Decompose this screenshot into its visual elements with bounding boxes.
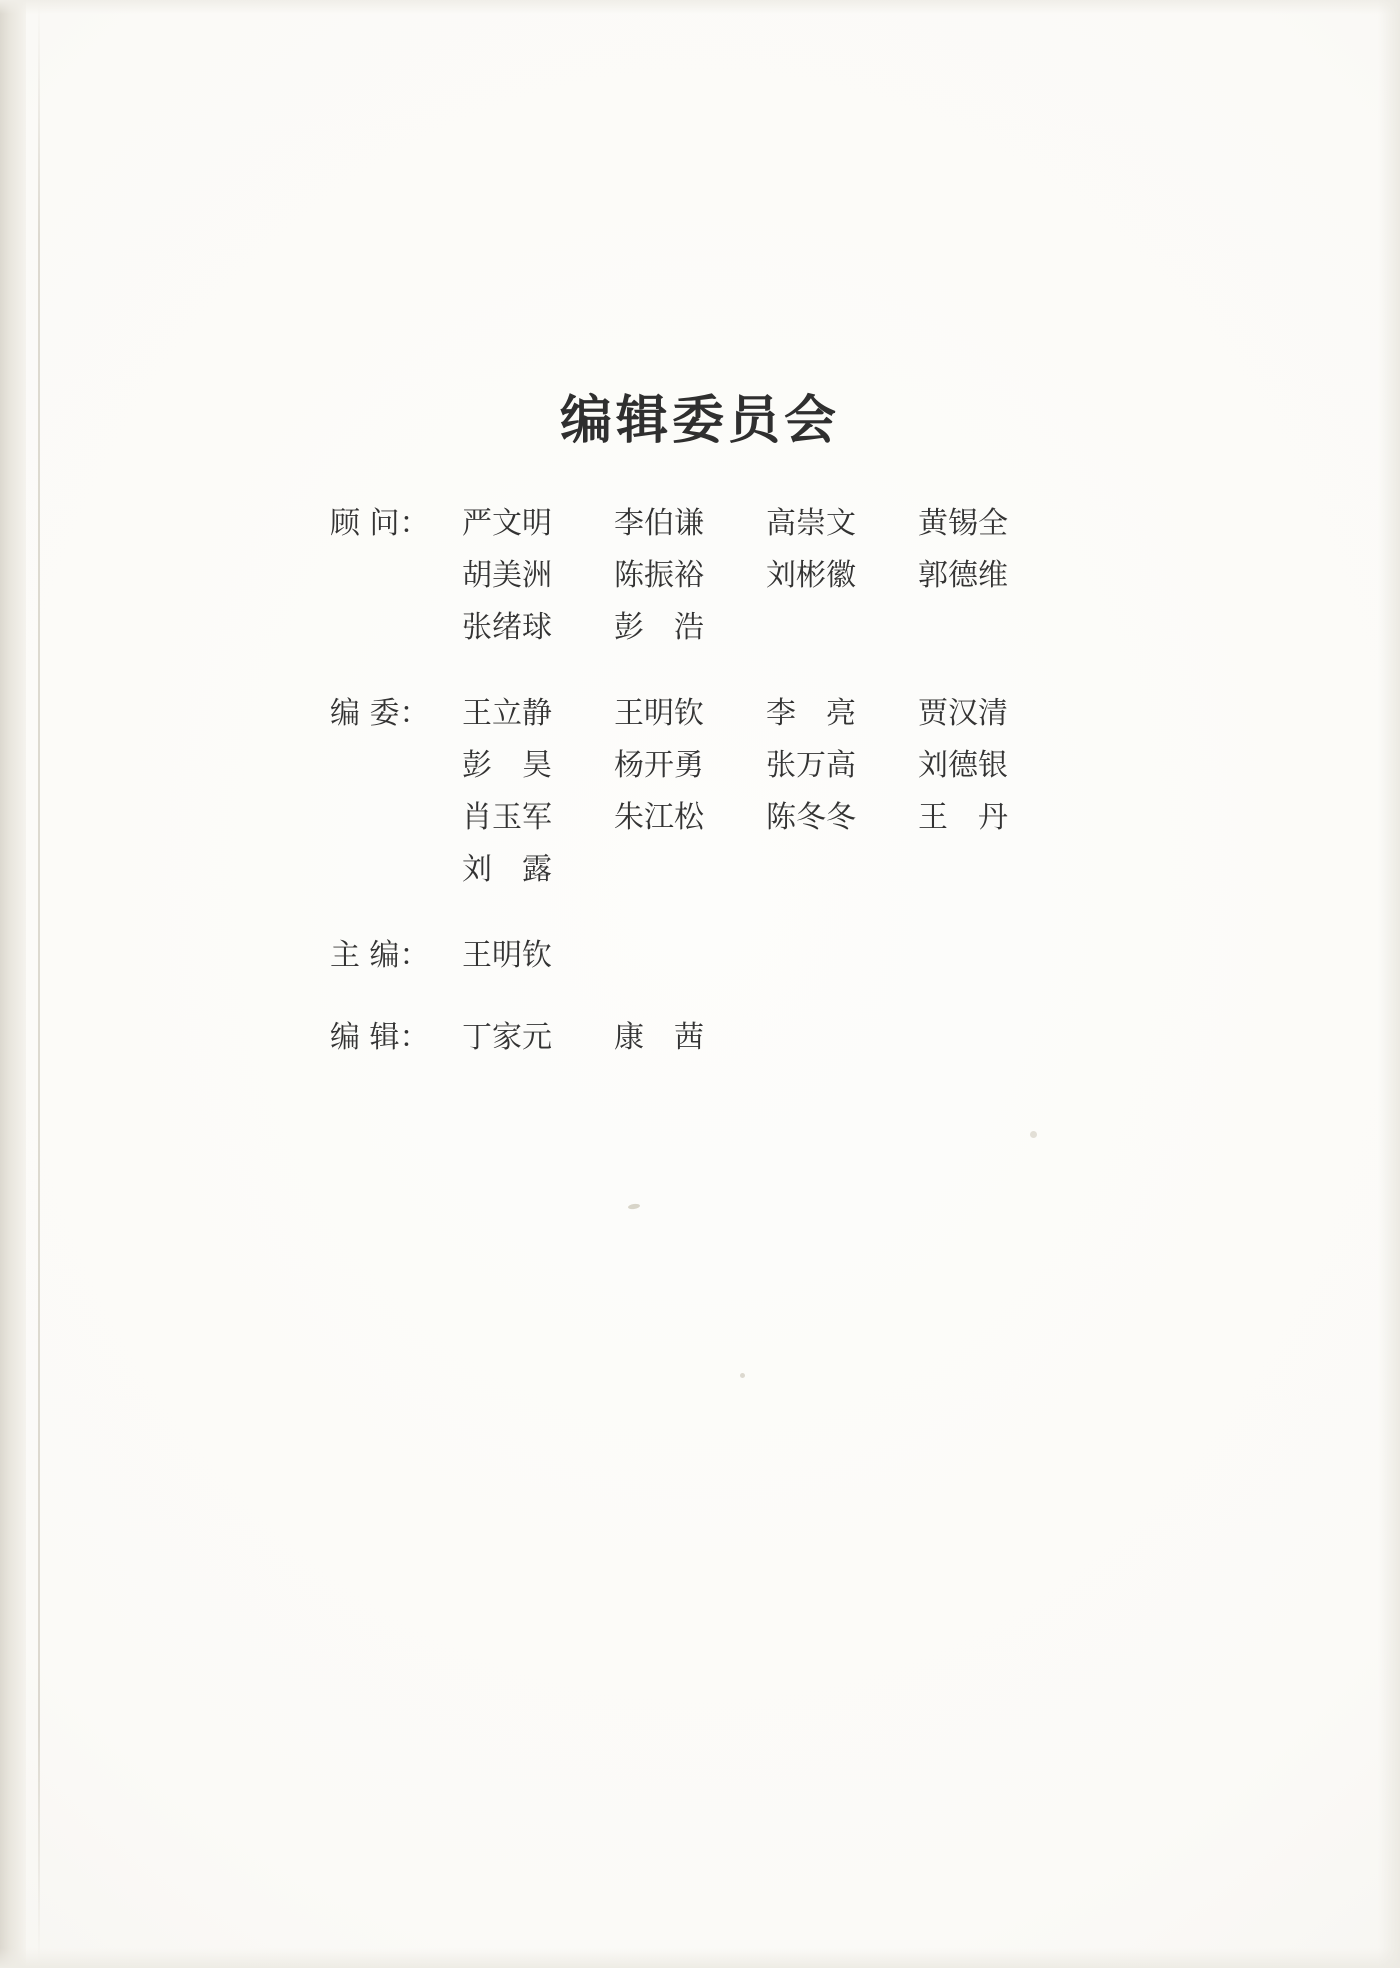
person-name: 刘德银 xyxy=(918,748,1008,783)
list-row xyxy=(330,602,1090,654)
person-name: 贾汉清 xyxy=(918,696,1008,731)
person-name: 王明钦 xyxy=(462,938,552,973)
person-name: 李伯谦 xyxy=(614,506,704,541)
editorial-board-list xyxy=(330,498,1090,1094)
section-chief-editor xyxy=(330,930,1090,982)
person-name: 郭德维 xyxy=(918,558,1008,593)
person-name: 陈振裕 xyxy=(614,558,704,593)
name-group xyxy=(462,1012,1090,1056)
list-row xyxy=(330,688,1090,740)
person-name: 王 丹 xyxy=(918,800,1008,835)
person-name: 严文明 xyxy=(462,506,552,541)
section-label-editors: 编 辑： xyxy=(330,1020,430,1055)
list-row xyxy=(330,844,1090,896)
list-row xyxy=(330,1012,1090,1064)
name-group xyxy=(462,688,1090,732)
person-name: 胡美洲 xyxy=(462,558,552,593)
person-name: 彭 浩 xyxy=(614,610,704,645)
person-name: 肖玉军 xyxy=(462,800,552,835)
person-name: 王明钦 xyxy=(614,696,704,731)
scan-speck xyxy=(1030,1131,1037,1138)
person-name: 刘 露 xyxy=(462,852,552,887)
name-group xyxy=(462,740,1090,784)
person-name: 李 亮 xyxy=(766,696,856,731)
list-row xyxy=(330,498,1090,550)
scan-speck xyxy=(740,1373,745,1378)
section-label-chief-editor: 主 编： xyxy=(330,938,430,973)
person-name: 彭 昊 xyxy=(462,748,552,783)
list-row xyxy=(330,550,1090,602)
name-group xyxy=(462,498,1090,542)
name-group xyxy=(462,602,1090,646)
scan-speck xyxy=(628,1203,641,1210)
person-name: 康 茜 xyxy=(614,1020,704,1055)
section-editorial-members xyxy=(330,688,1090,896)
list-row xyxy=(330,740,1090,792)
person-name: 朱江松 xyxy=(614,800,704,835)
person-name: 丁家元 xyxy=(462,1020,552,1055)
person-name: 刘彬徽 xyxy=(766,558,856,593)
person-name: 黄锡全 xyxy=(918,506,1008,541)
person-name: 王立静 xyxy=(462,696,552,731)
person-name: 陈冬冬 xyxy=(766,800,856,835)
name-group xyxy=(462,792,1090,836)
person-name: 高崇文 xyxy=(766,506,856,541)
section-label-advisors: 顾 问： xyxy=(330,506,430,541)
name-group xyxy=(462,550,1090,594)
name-group xyxy=(462,844,1090,888)
list-row xyxy=(330,792,1090,844)
person-name: 杨开勇 xyxy=(614,748,704,783)
name-group xyxy=(462,930,1090,974)
person-name: 张绪球 xyxy=(462,610,552,645)
person-name: 张万高 xyxy=(766,748,856,783)
section-advisors xyxy=(330,498,1090,654)
page-title: 编辑委员会 xyxy=(559,390,840,451)
list-row xyxy=(330,930,1090,982)
section-label-editorial-members: 编 委： xyxy=(330,696,430,731)
section-editors xyxy=(330,1012,1090,1064)
